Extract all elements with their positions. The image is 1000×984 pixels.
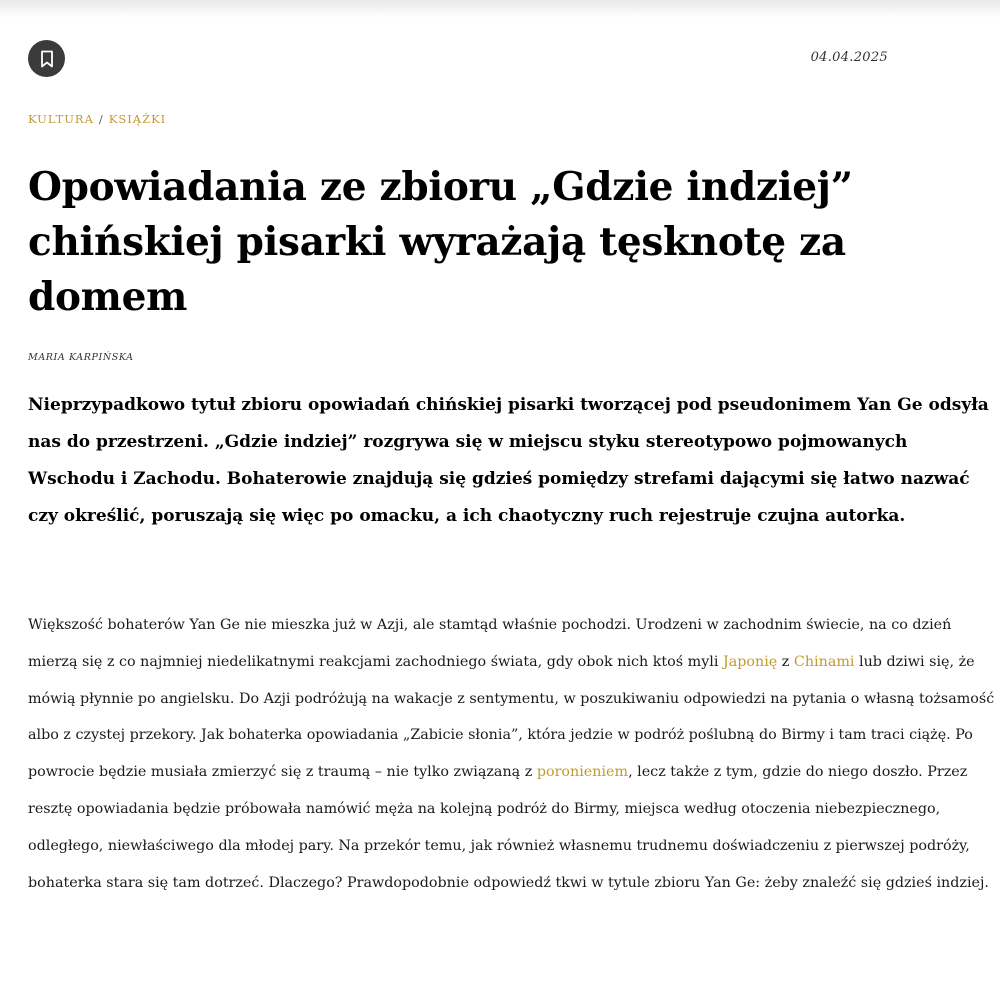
body-text: Większość bohaterów Yan Ge nie mieszka już w Azji, ale stamtąd właśnie pochodzi. Urodzeni w zachodnim świecie, na co dzień mierzą się z co najmniej niedelikatnymi reakcjami zachodniego świata, gdy obok nich ktoś myli [28, 617, 952, 670]
body-text: , lecz także z tym, gdzie do niego doszło. Przez resztę opowiadania będzie próbowała namówić męża na kolejną podróż do Birmy, miejsca według otoczenia niebezpiecznego, odległego, niewłaściwego dla młodej pary. Na przekór temu, jak również własnemu trudnemu doświadczeniu z pierwszej podróży, bohaterka stara się tam dotrzeć. Dlaczego? Prawdopodobnie odpowiedź tkwi w tytule zbioru Yan Ge: żeby znaleźć się gdzieś indziej. [28, 764, 989, 891]
breadcrumb [28, 112, 166, 126]
article-body-paragraph [28, 607, 996, 901]
article-lead: Nieprzypadkowo tytuł zbioru opowiadań chińskiej pisarki tworzącej pod pseudonimem Yan Ge odsyła nas do przestrzeni. „Gdzie indziej” rozgrywa się w miejscu styku stereotypowo pojmowanych Wschodu i Zachodu. Bohaterowie znajdują się gdzieś pomiędzy strefami dającymi się łatwo nazwać czy określić, poruszają się więc po omacku, a ich chaotyczny ruch rejestruje czujna autorka. [28, 395, 989, 526]
link-poronienie[interactable]: poronieniem [536, 764, 629, 781]
publish-date: 04.04.2025 [810, 50, 888, 65]
breadcrumb-separator: / [98, 112, 104, 126]
top-shadow [0, 0, 1000, 18]
bookmark-button[interactable] [28, 40, 65, 77]
body-text: z [777, 653, 794, 670]
link-chiny[interactable]: Chinami [793, 653, 855, 670]
article-title: Opowiadania ze zbioru „Gdzie indziej” chińskiej pisarki wyrażają tęsknotę za domem [28, 164, 853, 320]
article-author: MARIA KARPIŃSKA [28, 352, 134, 363]
body-text: lub dziwi się, że mówią płynnie po angielsku. Do Azji podróżują na wakacje z sentymentu, w poszukiwaniu odpowiedzi na pytania o własną tożsamość albo z czystej przekory. Jak bohaterka opowiadania „Zabicie słonia”, która jedzie w podróż poślubną do Birmy i tam traci ciążę. Po powrocie będzie musiała zmierzyć się z traumą – nie tylko związaną z [28, 653, 995, 781]
breadcrumb-item-ksiazki[interactable]: KSIĄŻKI [108, 112, 167, 126]
bookmark-icon [40, 50, 54, 68]
link-japonia[interactable]: Japonię [723, 653, 778, 670]
breadcrumb-item-kultura[interactable]: KULTURA [28, 112, 94, 126]
